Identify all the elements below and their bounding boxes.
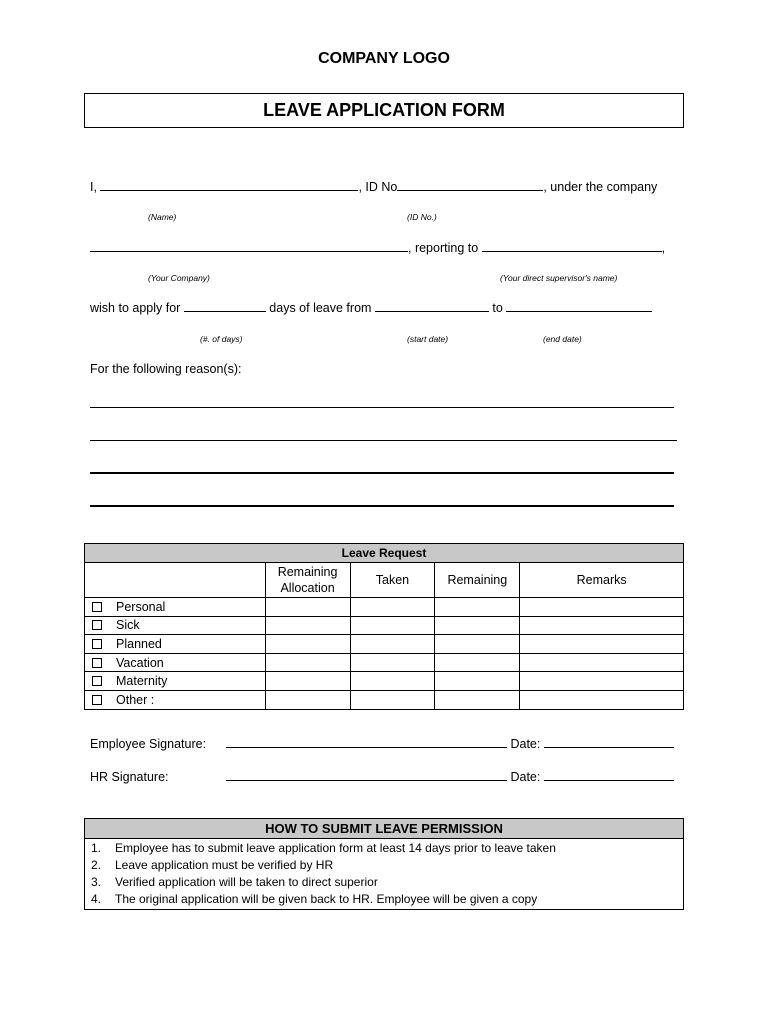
list-item-number: 1. (91, 841, 102, 855)
remaining-cell[interactable] (435, 598, 520, 617)
name-hint: (Name) (148, 212, 177, 222)
reason-label: For the following reason(s): (90, 362, 242, 376)
table-row (85, 598, 684, 617)
remarks-cell[interactable] (520, 653, 684, 672)
end-date-hint: (end date) (543, 334, 582, 344)
remaining-cell[interactable] (435, 635, 520, 654)
table-row (85, 635, 684, 654)
allocation-cell[interactable] (265, 653, 350, 672)
list-item-number: 4. (91, 892, 102, 906)
days-of-leave-label: days of leave from (269, 301, 372, 315)
list-item-text: Leave application must be verified by HR (115, 858, 334, 872)
reporting-to-label: , reporting to (408, 241, 479, 255)
name-field[interactable] (100, 180, 358, 191)
reason-line-4[interactable] (90, 505, 674, 507)
leave-type-label: Other : (116, 692, 155, 707)
list-item-text: The original application will be given back to HR. Employee will be given a copy (115, 892, 538, 906)
name-line (90, 180, 657, 194)
personal-checkbox[interactable] (92, 602, 102, 612)
planned-checkbox[interactable] (92, 639, 102, 649)
hr-signature-row (226, 770, 674, 784)
remarks-cell[interactable] (520, 635, 684, 654)
start-date-field[interactable] (375, 301, 489, 312)
list-item-text: Employee has to submit leave application form at least 14 days prior to leave taken (115, 841, 556, 855)
allocation-cell[interactable] (265, 690, 350, 709)
hr-date-field[interactable] (544, 770, 674, 781)
taken-header: Taken (350, 563, 435, 598)
taken-cell[interactable] (350, 672, 435, 691)
table-row (85, 616, 684, 635)
id-field[interactable] (397, 180, 543, 191)
supervisor-hint: (Your direct supervisor's name) (500, 273, 618, 283)
remaining-allocation-header: Remaining Allocation (265, 563, 350, 598)
taken-cell[interactable] (350, 616, 435, 635)
form-title-text: LEAVE APPLICATION FORM (263, 100, 505, 120)
taken-cell[interactable] (350, 653, 435, 672)
supervisor-field[interactable] (482, 241, 662, 252)
under-company-text: , under the company (543, 180, 658, 194)
list-item (91, 874, 683, 891)
list-item (91, 840, 683, 857)
leave-type-label: Vacation (116, 655, 164, 670)
how-to-submit-title: HOW TO SUBMIT LEAVE PERMISSION (85, 819, 683, 839)
form-title (84, 93, 684, 128)
allocation-cell[interactable] (265, 672, 350, 691)
employee-signature-field[interactable] (226, 737, 507, 748)
company-field[interactable] (90, 241, 408, 252)
list-item (91, 891, 683, 908)
how-to-submit-list (85, 839, 683, 909)
table-row (85, 690, 684, 709)
leave-request-title: Leave Request (85, 544, 684, 563)
sick-checkbox[interactable] (92, 620, 102, 630)
leave-type-label: Sick (116, 618, 140, 633)
leave-type-label: Maternity (116, 674, 168, 689)
id-label: , ID No (358, 180, 398, 194)
leave-type-header (85, 563, 266, 598)
leave-request-table (84, 543, 684, 710)
hr-signature-label: HR Signature: (90, 770, 169, 784)
leave-type-label: Planned (116, 636, 162, 651)
to-label: to (492, 301, 503, 315)
employee-date-field[interactable] (544, 737, 674, 748)
remaining-cell[interactable] (435, 653, 520, 672)
remarks-cell[interactable] (520, 598, 684, 617)
remarks-cell[interactable] (520, 690, 684, 709)
remaining-cell[interactable] (435, 672, 520, 691)
days-field[interactable] (184, 301, 266, 312)
start-date-hint: (start date) (407, 334, 449, 344)
company-logo-text: COMPANY LOGO (318, 50, 450, 67)
remarks-cell[interactable] (520, 672, 684, 691)
comma-text: , (661, 241, 666, 255)
list-item-number: 2. (91, 858, 102, 872)
list-item-text: Verified application will be taken to direct superior (115, 875, 378, 889)
id-hint: (ID No.) (407, 212, 437, 222)
hr-signature-field[interactable] (226, 770, 507, 781)
allocation-cell[interactable] (265, 616, 350, 635)
hr-date-label: Date: (510, 770, 541, 784)
table-row (85, 653, 684, 672)
employee-signature-label: Employee Signature: (90, 737, 207, 751)
reason-line-3[interactable] (90, 472, 674, 474)
taken-cell[interactable] (350, 598, 435, 617)
company-hint: (Your Company) (148, 273, 210, 283)
reason-line-1[interactable] (90, 407, 674, 408)
allocation-cell[interactable] (265, 598, 350, 617)
maternity-checkbox[interactable] (92, 676, 102, 686)
remaining-cell[interactable] (435, 616, 520, 635)
table-row (85, 672, 684, 691)
vacation-checkbox[interactable] (92, 658, 102, 668)
remarks-header: Remarks (520, 563, 684, 598)
list-item (91, 857, 683, 874)
reason-line-2[interactable] (90, 440, 677, 441)
employee-signature-row (226, 737, 674, 751)
end-date-field[interactable] (506, 301, 652, 312)
intro-text: I, (90, 180, 97, 194)
how-to-submit-box (84, 818, 684, 910)
remarks-cell[interactable] (520, 616, 684, 635)
taken-cell[interactable] (350, 690, 435, 709)
apply-for-label: wish to apply for (90, 301, 181, 315)
taken-cell[interactable] (350, 635, 435, 654)
list-item-number: 3. (91, 875, 102, 889)
days-hint: (#. of days) (200, 334, 243, 344)
leave-days-line (90, 301, 652, 315)
leave-type-label: Personal (116, 599, 166, 614)
remaining-header: Remaining (435, 563, 520, 598)
company-line (90, 241, 665, 255)
employee-date-label: Date: (510, 737, 541, 751)
other-checkbox[interactable] (92, 695, 102, 705)
remaining-cell[interactable] (435, 690, 520, 709)
allocation-cell[interactable] (265, 635, 350, 654)
